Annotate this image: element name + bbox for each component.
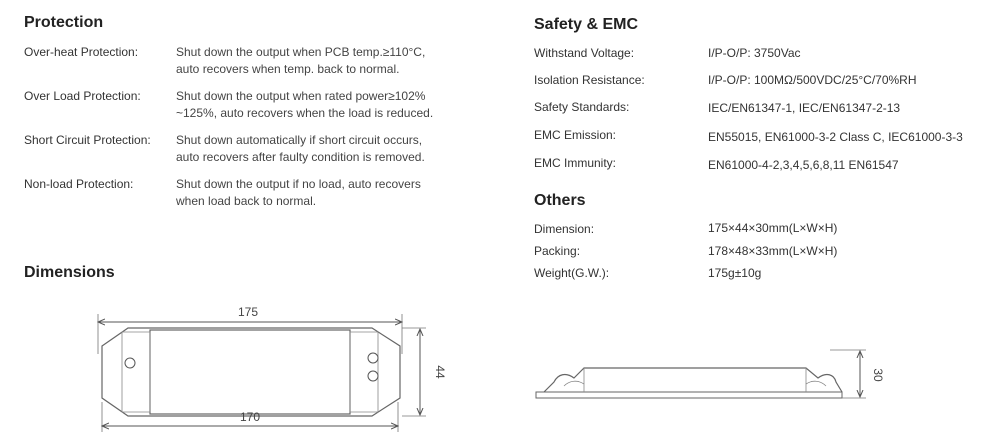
emc-emission-value: EN55015, EN61000-3-2 Class C, IEC61000-3-3 (708, 130, 963, 144)
overheat-label: Over-heat Protection: (24, 45, 139, 59)
overload-line-2: ~125%, auto recovers when the load is reduced. (176, 106, 434, 120)
dim-label-30: 30 (871, 368, 885, 382)
safety-title: Safety & EMC (534, 16, 639, 33)
non-load-line-2: when load back to normal. (176, 194, 317, 208)
dimensions-title: Dimensions (24, 264, 115, 281)
short-circuit-desc (176, 132, 425, 166)
dim-label-175: 175 (237, 305, 259, 319)
isolation-value: I/P-O/P: 100MΩ/500VDC/25°C/70%RH (708, 73, 917, 87)
isolation-label: Isolation Resistance: (534, 73, 645, 87)
overload-desc (176, 88, 433, 122)
right-terminal-screw-top (368, 353, 378, 363)
packing-label: Packing: (534, 244, 581, 258)
side-base-plate (536, 392, 842, 398)
weight-value: 175g±10g (708, 266, 762, 280)
dimension-label: Dimension: (534, 222, 595, 236)
overheat-line-2: auto recovers when temp. back to normal. (176, 62, 400, 76)
short-circuit-line-1: Shut down automatically if short circuit occurs, (176, 133, 423, 147)
overheat-line-1: Shut down the output when PCB temp.≥110°C, (176, 45, 426, 59)
safety-standards-value: IEC/EN61347-1, IEC/EN61347-2-13 (708, 101, 901, 115)
dim-label-44: 44 (433, 365, 447, 379)
device-outline (102, 328, 400, 416)
right-terminal-screw-bottom (368, 371, 378, 381)
dimension-value: 175×44×30mm(L×W×H) (708, 221, 838, 235)
emc-emission-label: EMC Emission: (534, 128, 617, 142)
safety-standards-label: Safety Standards: (534, 100, 630, 114)
overload-label: Over Load Protection: (24, 89, 141, 103)
side-housing (544, 368, 842, 392)
non-load-desc (176, 176, 421, 210)
side-view-drawing (530, 344, 890, 414)
device-body (150, 330, 350, 414)
non-load-line-1: Shut down the output if no load, auto recovers (176, 177, 421, 191)
overheat-desc (176, 44, 425, 78)
overload-line-1: Shut down the output when rated power≥102% (176, 89, 426, 103)
top-view-drawing (80, 296, 540, 436)
weight-label: Weight(G.W.): (534, 266, 610, 280)
short-circuit-line-2: auto recovers after faulty condition is removed. (176, 150, 425, 164)
emc-immunity-label: EMC Immunity: (534, 156, 617, 170)
left-terminal-screw (125, 358, 135, 368)
withstand-label: Withstand Voltage: (534, 46, 635, 60)
emc-immunity-value: EN61000-4-2,3,4,5,6,8,11 EN61547 (708, 158, 899, 172)
packing-value: 178×48×33mm(L×W×H) (708, 244, 838, 258)
withstand-value: I/P-O/P: 3750Vac (708, 46, 801, 60)
dim-label-170: 170 (239, 410, 261, 424)
non-load-label: Non-load Protection: (24, 177, 134, 191)
short-circuit-label: Short Circuit Protection: (24, 133, 151, 147)
others-title: Others (534, 192, 586, 209)
protection-title: Protection (24, 14, 104, 31)
